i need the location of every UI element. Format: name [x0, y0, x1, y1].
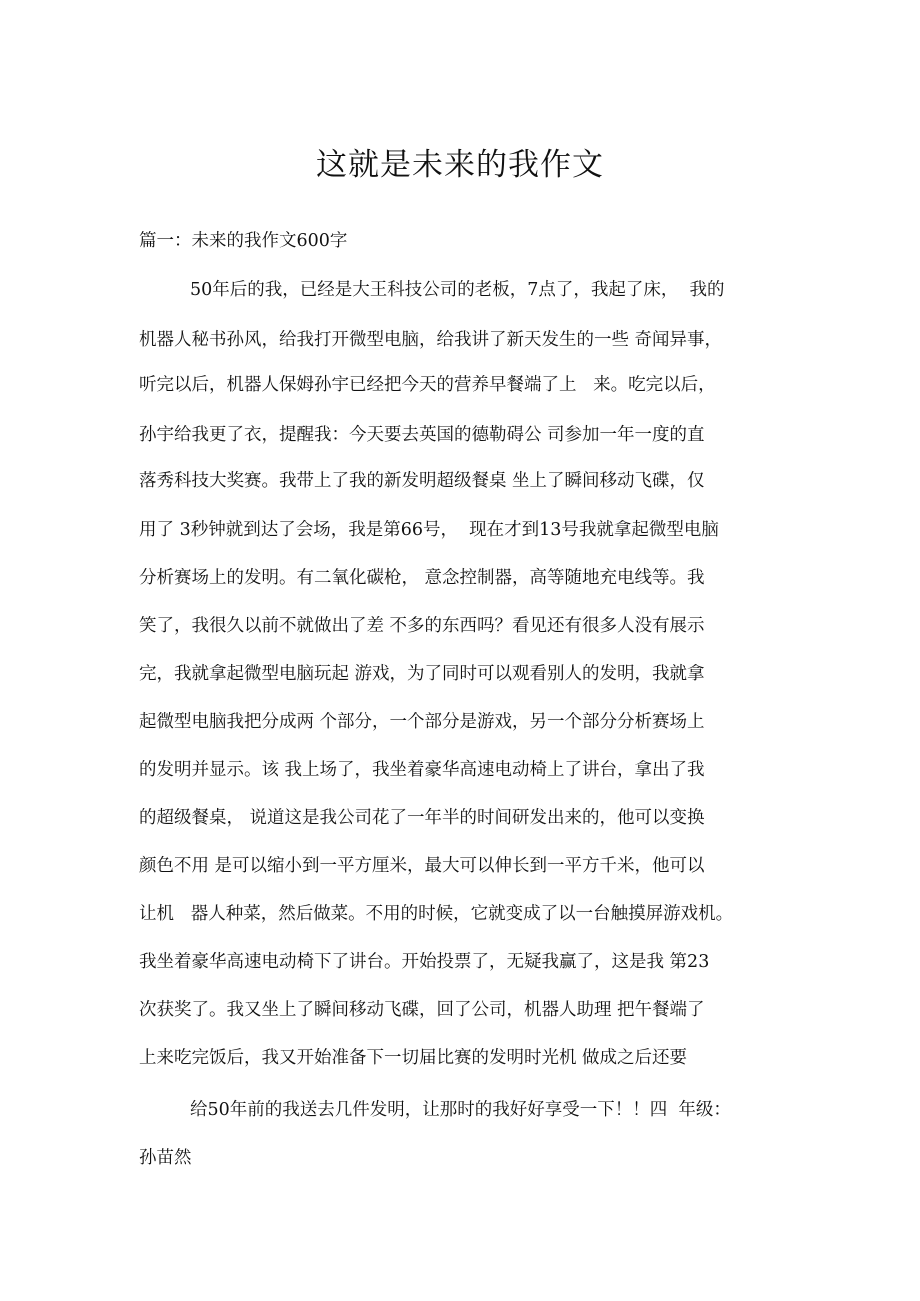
- paragraph-line: 分析赛场上的发明。有二氧化碳枪， 意念控制器，高等随地充电线等。我: [139, 568, 705, 588]
- paragraph-line: 上来吃完饭后，我又开始准备下一切届比赛的发明时光机 做成之后还要: [139, 1048, 688, 1068]
- paragraph-line: 的发明并显示。该 我上场了，我坐着豪华高速电动椅上了讲台，拿出了我: [139, 760, 705, 780]
- author-name: 孙苗然: [139, 1148, 192, 1168]
- paragraph-line: 机器人秘书孙风，给我打开微型电脑，给我讲了新天发生的一些 奇闻异事，: [139, 330, 723, 350]
- paragraph-line: 用了 3秒钟就到达了会场，我是第66号， 现在才到13号我就拿起微型电脑: [139, 520, 719, 540]
- paragraph-line: 次获奖了。我又坐上了瞬间移动飞碟，回了公司，机器人助理 把午餐端了: [139, 1000, 705, 1020]
- paragraph-line: 起微型电脑我把分成两 个部分，一个部分是游戏，另一个部分分析赛场上: [139, 712, 705, 732]
- paragraph-line: 孙宇给我更了衣，提醒我：今天要去英国的德勒碍公 司参加一年一度的直: [139, 425, 705, 445]
- section-heading: 篇一：未来的我作文600字: [139, 231, 348, 251]
- paragraph-line: 颜色不用 是可以缩小到一平方厘米，最大可以伸长到一平方千米，他可以: [139, 856, 705, 876]
- paragraph-line: 听完以后，机器人保姆孙宇已经把今天的营养早餐端了上 来。吃完以后，: [139, 375, 716, 395]
- paragraph-line: 完，我就拿起微型电脑玩起 游戏，为了同时可以观看别人的发明，我就拿: [139, 664, 705, 684]
- document-title: 这就是未来的我作文: [316, 147, 604, 183]
- paragraph-line: 50年后的我，已经是大王科技公司的老板，7点了，我起了床， 我的: [190, 280, 725, 300]
- paragraph-line: 落秀科技大奖赛。我带上了我的新发明超级餐桌 坐上了瞬间移动飞碟，仅: [139, 471, 705, 491]
- paragraph-line: 我坐着豪华高速电动椅下了讲台。开始投票了，无疑我赢了，这是我 第23: [139, 952, 710, 972]
- paragraph-line: 给50年前的我送去几件发明，让那时的我好好享受一下！！四 年级：: [190, 1100, 731, 1120]
- paragraph-line: 的超级餐桌， 说道这是我公司花了一年半的时间研发出来的，他可以变换: [139, 808, 705, 828]
- paragraph-line: 笑了，我很久以前不就做出了差 不多的东西吗？看见还有很多人没有展示: [139, 616, 705, 636]
- paragraph-line: 让机 器人种菜，然后做菜。不用的时候，它就变成了以一台触摸屏游戏机。: [139, 904, 734, 924]
